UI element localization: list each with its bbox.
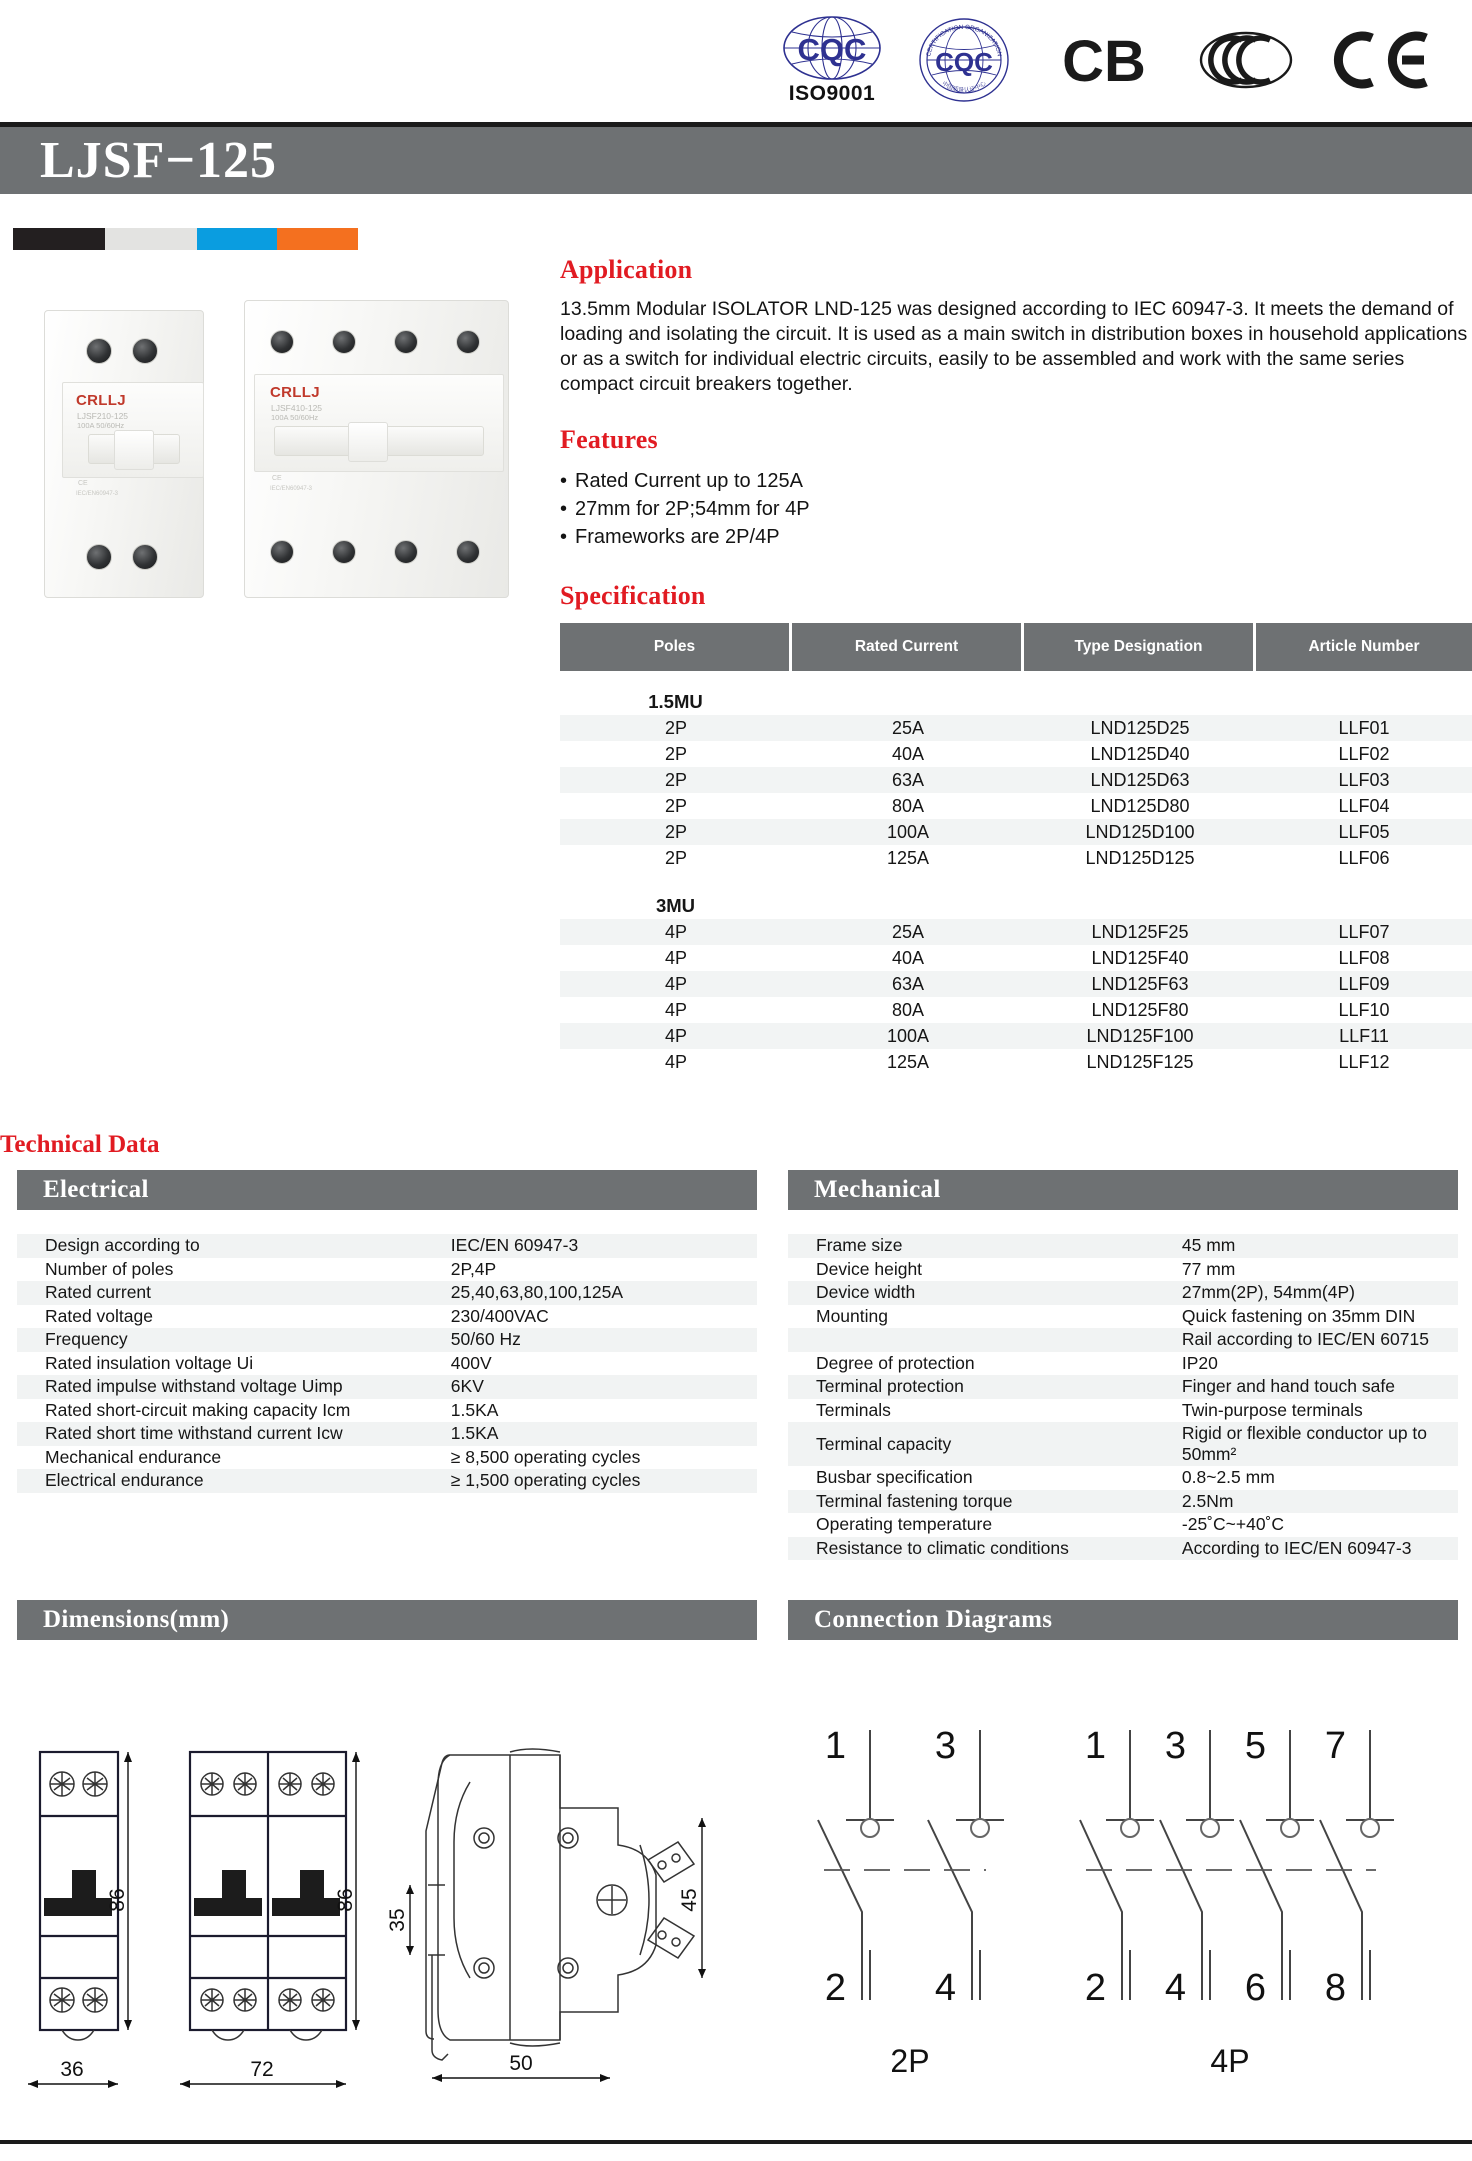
front-view-2p: [28, 1752, 132, 2088]
electrical-heading: Electrical: [43, 1176, 149, 1203]
row-key: Terminal capacity: [788, 1422, 1170, 1466]
ccc-mark-icon: [1198, 29, 1294, 91]
ccc-logo: [1198, 29, 1294, 91]
page-bottom-rule: [0, 2140, 1472, 2144]
table-row: [17, 1258, 757, 1282]
dim-depth: 50: [509, 2052, 533, 2075]
table-row: [560, 793, 1472, 819]
ce-mark-4p: CE: [272, 475, 282, 482]
table-row: [560, 1023, 1472, 1049]
row-value: Rigid or flexible conductor up to 50mm²: [1170, 1422, 1458, 1466]
cell-current: 80A: [891, 999, 925, 1020]
terminal-label-top: 3: [1164, 1725, 1186, 1767]
cqc-seal-icon: [918, 17, 1010, 103]
specification-table: [560, 623, 1472, 1075]
feature-item: • 27mm for 2P;54mm for 4P: [560, 495, 1472, 523]
table-row: [560, 919, 1472, 945]
row-key: Mounting: [816, 1305, 888, 1326]
rating-label-4p: 100A 50/60Hz: [271, 413, 319, 422]
cell-article: LLF12: [1338, 1051, 1390, 1072]
row-value: 0.8~2.5 mm: [1181, 1467, 1275, 1488]
table-row: [560, 971, 1472, 997]
features-heading: Features: [560, 425, 658, 454]
cell-current: 40A: [891, 947, 925, 968]
cqc-globe-icon: [780, 15, 884, 81]
table-row: [788, 1305, 1458, 1329]
connection-diagrams: [790, 1700, 1460, 2125]
table-row: [560, 715, 1472, 741]
table-row: [788, 1490, 1458, 1514]
table-row: [17, 1375, 757, 1399]
row-key: Rated current: [17, 1281, 439, 1305]
feature-item: • Rated Current up to 125A: [560, 467, 1472, 495]
mechanical-table: [788, 1234, 1458, 1560]
table-row: [17, 1352, 757, 1376]
rating-label-2p: 100A 50/60Hz: [77, 421, 125, 430]
column-header-type: Type Designation: [1024, 623, 1256, 671]
technical-data-heading: Technical Data: [0, 1131, 160, 1158]
table-row: [17, 1328, 757, 1352]
mechanical-panel: [788, 1170, 1458, 1560]
breaker-4p-photo: [236, 300, 521, 600]
column-header-rated-current: Rated Current: [792, 623, 1024, 671]
dim-body-height: 45: [678, 1888, 701, 1912]
table-row: [788, 1422, 1458, 1466]
cell-current: 40A: [891, 743, 925, 764]
color-swatch-gray: [105, 228, 197, 250]
cell-poles: 4P: [664, 947, 688, 968]
cell-current: 100A: [792, 819, 1024, 845]
table-row: [788, 1281, 1458, 1305]
electrical-table: [17, 1234, 757, 1493]
row-key: Rated short-circuit making capacity Icm: [45, 1399, 351, 1420]
row-key: Frequency: [17, 1328, 439, 1352]
dim-height-2p: 86: [106, 1888, 129, 1912]
dimension-drawings: [0, 1700, 760, 2125]
row-value: IP20: [1181, 1352, 1218, 1373]
dim-width-2p: 36: [60, 2058, 84, 2081]
diagram-label-2p: 2P: [890, 2043, 930, 2079]
cell-article: LLF05: [1256, 819, 1472, 845]
certification-strip: [0, 0, 1472, 120]
cell-current: 125A: [886, 847, 930, 868]
cqc-certification-logo: [918, 17, 1010, 103]
cell-article: LLF03: [1256, 767, 1472, 793]
cell-poles: 4P: [560, 971, 792, 997]
ce-mark-icon: [1328, 28, 1432, 92]
table-row: [788, 1399, 1458, 1423]
dimensions-heading: Dimensions(mm): [43, 1606, 230, 1633]
electrical-panel-header: [17, 1170, 757, 1210]
row-key: Electrical endurance: [17, 1469, 439, 1493]
terminal-label-bottom: 2: [1084, 1967, 1106, 2009]
column-header-poles: Poles: [560, 623, 792, 671]
table-row: [788, 1513, 1458, 1537]
terminal-label-top: 7: [1324, 1725, 1346, 1767]
table-row: [560, 945, 1472, 971]
cb-logo: [1044, 29, 1164, 91]
row-value: Rail according to IEC/EN 60715: [1170, 1328, 1458, 1352]
terminal-bottom-right: [132, 544, 158, 570]
cell-current: 25A: [792, 919, 1024, 945]
row-value: ≥ 8,500 operating cycles: [450, 1446, 641, 1467]
cell-type: LND125D80: [1090, 795, 1190, 816]
cell-poles: 4P: [560, 919, 792, 945]
row-key: Rated impulse withstand voltage Uimp: [17, 1375, 439, 1399]
color-swatch-blue: [197, 228, 277, 250]
row-value: IEC/EN 60947-3: [439, 1234, 757, 1258]
front-view-4p: [180, 1752, 360, 2088]
table-row: [788, 1375, 1458, 1399]
cell-current: 80A: [891, 795, 925, 816]
connection-diagram-4p: [1080, 1725, 1394, 2079]
table-row: [788, 1234, 1458, 1258]
cell-poles: 2P: [664, 743, 688, 764]
terminal-label-bottom: 6: [1244, 1967, 1266, 2009]
terminal-label-bottom: 8: [1324, 1967, 1346, 2009]
standard-label-2p: IEC/EN60947-3: [76, 491, 119, 497]
dim-height-4p: 86: [334, 1888, 357, 1912]
cell-poles: 2P: [560, 767, 792, 793]
row-key: Frame size: [788, 1234, 1170, 1258]
terminal-top-7: [456, 330, 480, 354]
cell-article: LLF04: [1338, 795, 1390, 816]
table-row: [560, 845, 1472, 871]
cell-poles: 2P: [664, 795, 688, 816]
terminal-label-top: 3: [934, 1725, 956, 1767]
dimensions-section-header: [17, 1600, 757, 1640]
terminal-bottom-8: [456, 540, 480, 564]
table-row: [788, 1466, 1458, 1490]
specification-heading: Specification: [560, 581, 706, 610]
row-value: 2P,4P: [450, 1258, 497, 1279]
table-row: [17, 1469, 757, 1493]
svg-text:中国质量认证中心: 中国质量认证中心: [940, 80, 988, 95]
row-key: Rated insulation voltage Ui: [45, 1352, 254, 1373]
group-label-row: [560, 893, 1472, 919]
row-key: Rated voltage: [45, 1305, 153, 1326]
product-photo-group: [18, 300, 538, 600]
terminal-label-top: 1: [1084, 1725, 1106, 1767]
row-value: Finger and hand touch safe: [1170, 1375, 1458, 1399]
cell-type: LND125F25: [1024, 919, 1256, 945]
table-row: [788, 1258, 1458, 1282]
cell-article: LLF10: [1338, 999, 1390, 1020]
cell-article: LLF01: [1256, 715, 1472, 741]
table-row: [560, 819, 1472, 845]
connection-section-header: [788, 1600, 1458, 1640]
cell-type: LND125F125: [1086, 1051, 1194, 1072]
cell-type: LND125F100: [1024, 1023, 1256, 1049]
mechanical-panel-header: [788, 1170, 1458, 1210]
side-view: [386, 1749, 706, 2082]
table-row: [560, 997, 1472, 1023]
row-value: 6KV: [439, 1375, 757, 1399]
terminal-bottom-left: [86, 544, 112, 570]
row-key: Device width: [788, 1281, 1170, 1305]
terminal-top-left: [86, 338, 112, 364]
group-label-row: [560, 689, 1472, 715]
cell-current: 125A: [886, 1051, 930, 1072]
terminal-label-top: 1: [824, 1725, 846, 1767]
connection-diagram-2p: [818, 1725, 1004, 2079]
row-key: Terminals: [816, 1399, 891, 1420]
row-value: 2.5Nm: [1170, 1490, 1458, 1514]
row-key: Number of poles: [45, 1258, 174, 1279]
terminal-bottom-6: [394, 540, 418, 564]
cell-poles: 4P: [664, 1051, 688, 1072]
cell-poles: 2P: [560, 715, 792, 741]
table-row: [560, 1049, 1472, 1075]
table-row: [17, 1305, 757, 1329]
cell-poles: 4P: [664, 999, 688, 1020]
row-value: 1.5KA: [450, 1399, 499, 1420]
terminal-label-bottom: 2: [824, 1967, 846, 2009]
cell-type: LND125D40: [1090, 743, 1190, 764]
row-value: Quick fastening on 35mm DIN: [1181, 1305, 1416, 1326]
cell-article: LLF06: [1338, 847, 1390, 868]
svg-text:CQC: CQC: [935, 47, 993, 77]
cell-current: 100A: [792, 1023, 1024, 1049]
row-key: Mechanical endurance: [45, 1446, 222, 1467]
dimension-svg: [0, 1700, 760, 2120]
row-value: 50/60 Hz: [439, 1328, 757, 1352]
terminal-label-top: 5: [1244, 1725, 1266, 1767]
electrical-panel: [17, 1170, 757, 1493]
row-value: 25,40,63,80,100,125A: [439, 1281, 757, 1305]
table-row: [17, 1281, 757, 1305]
svg-text:CQC: CQC: [797, 31, 867, 67]
cell-article: LLF09: [1256, 971, 1472, 997]
dim-width-4p: 72: [250, 2058, 274, 2081]
diagram-label-4p: 4P: [1210, 2043, 1250, 2079]
cqc-iso-caption: ISO9001: [788, 81, 876, 105]
toggle-switch-4p[interactable]: [348, 422, 388, 462]
row-key: Busbar specification: [816, 1467, 973, 1488]
cell-current: 63A: [792, 971, 1024, 997]
screw-icon: [597, 1885, 627, 1915]
row-key: Rated short time withstand current Icw: [17, 1422, 439, 1446]
table-row: [17, 1446, 757, 1470]
cell-article: LLF07: [1256, 919, 1472, 945]
cqc-iso9001-logo: [780, 15, 884, 106]
table-header-row: [560, 623, 1472, 671]
svg-text:CERTIFICATION ORGANIZATION: CERTIFICATION ORGANIZATION: [925, 23, 1003, 58]
right-content-column: [560, 255, 1472, 1075]
features-list: [560, 467, 1472, 551]
standard-label-4p: IEC/EN60947-3: [270, 486, 313, 492]
ce-mark-2p: CE: [78, 480, 88, 487]
row-value: According to IEC/EN 60947-3: [1170, 1537, 1458, 1561]
color-swatch-orange: [277, 228, 358, 250]
terminal-top-1: [270, 330, 294, 354]
terminal-top-5: [394, 330, 418, 354]
application-heading: Application: [560, 255, 693, 284]
cell-poles: 2P: [560, 819, 792, 845]
connection-heading: Connection Diagrams: [814, 1606, 1053, 1633]
row-key: Terminal protection: [788, 1375, 1170, 1399]
terminal-top-3: [332, 330, 356, 354]
row-value: 400V: [450, 1352, 492, 1373]
row-key: [788, 1328, 1170, 1352]
row-value: 45 mm: [1170, 1234, 1458, 1258]
row-value: Twin-purpose terminals: [1181, 1399, 1363, 1420]
cell-current: 63A: [792, 767, 1024, 793]
connection-svg: [790, 1700, 1460, 2120]
row-value: -25˚C~+40˚C: [1181, 1514, 1285, 1535]
cell-type: LND125D100: [1024, 819, 1256, 845]
group-label: 3MU: [655, 895, 696, 916]
model-label-4p: LJSF410-125: [271, 403, 323, 413]
table-row: [788, 1352, 1458, 1376]
table-row: [560, 741, 1472, 767]
cell-type: LND125F63: [1024, 971, 1256, 997]
application-text: 13.5mm Modular ISOLATOR LND-125 was designed according to IEC 60947-3. It meets the demand of loading and isolating the circuit. It is used as a main switch in distribution boxes in household applications or as a switch for individual electric circuits, easily to be assembled and work with the same series compact circuit breakers together.: [560, 298, 1468, 395]
table-row: [17, 1234, 757, 1258]
terminal-bottom-2: [270, 540, 294, 564]
cell-article: LLF02: [1338, 743, 1390, 764]
row-value: ≥ 1,500 operating cycles: [439, 1469, 757, 1493]
cell-poles: 4P: [560, 1023, 792, 1049]
row-value: 230/400VAC: [450, 1305, 549, 1326]
cell-current: 25A: [792, 715, 1024, 741]
row-key: Design according to: [17, 1234, 439, 1258]
ce-logo: [1328, 28, 1432, 92]
cell-type: LND125F40: [1091, 947, 1189, 968]
terminal-label-bottom: 4: [934, 1967, 956, 2009]
group-label: 1.5MU: [648, 691, 703, 712]
cell-article: LLF08: [1338, 947, 1390, 968]
cell-type: LND125D25: [1024, 715, 1256, 741]
cell-poles: 2P: [664, 847, 688, 868]
color-swatch-black: [13, 228, 105, 250]
product-title-banner: [0, 127, 1472, 194]
row-value: 27mm(2P), 54mm(4P): [1170, 1281, 1458, 1305]
row-value: 77 mm: [1181, 1258, 1236, 1279]
mechanical-heading: Mechanical: [814, 1176, 941, 1203]
row-key: Resistance to climatic conditions: [788, 1537, 1170, 1561]
dim-din-height: 35: [386, 1908, 409, 1932]
table-row: [560, 767, 1472, 793]
cell-type: LND125F80: [1091, 999, 1189, 1020]
model-label-2p: LJSF210-125: [77, 411, 129, 421]
brand-label-2p: CRLLJ: [76, 392, 126, 409]
column-header-article-number: Article Number: [1256, 623, 1472, 671]
accent-color-bar: [13, 228, 358, 250]
table-row: [17, 1422, 757, 1446]
terminal-bottom-4: [332, 540, 356, 564]
cell-type: LND125D63: [1024, 767, 1256, 793]
row-key: Degree of protection: [816, 1352, 975, 1373]
cell-article: LLF11: [1256, 1023, 1472, 1049]
breaker-2p-photo: [36, 310, 211, 600]
cb-mark-icon: [1044, 29, 1164, 91]
row-key: Device height: [816, 1258, 923, 1279]
page-title: LJSF−125: [40, 132, 277, 189]
brand-label-4p: CRLLJ: [270, 384, 320, 401]
toggle-switch-2p[interactable]: [114, 430, 154, 470]
svg-text:CB: CB: [1062, 29, 1146, 91]
row-value: 1.5KA: [439, 1422, 757, 1446]
row-key: Terminal fastening torque: [788, 1490, 1170, 1514]
terminal-top-right: [132, 338, 158, 364]
cell-type: LND125D125: [1085, 847, 1195, 868]
feature-item: • Frameworks are 2P/4P: [560, 523, 1472, 551]
table-row: [17, 1399, 757, 1423]
table-row: [788, 1328, 1458, 1352]
table-row: [788, 1537, 1458, 1561]
row-key: Operating temperature: [816, 1514, 993, 1535]
terminal-label-bottom: 4: [1164, 1967, 1186, 2009]
